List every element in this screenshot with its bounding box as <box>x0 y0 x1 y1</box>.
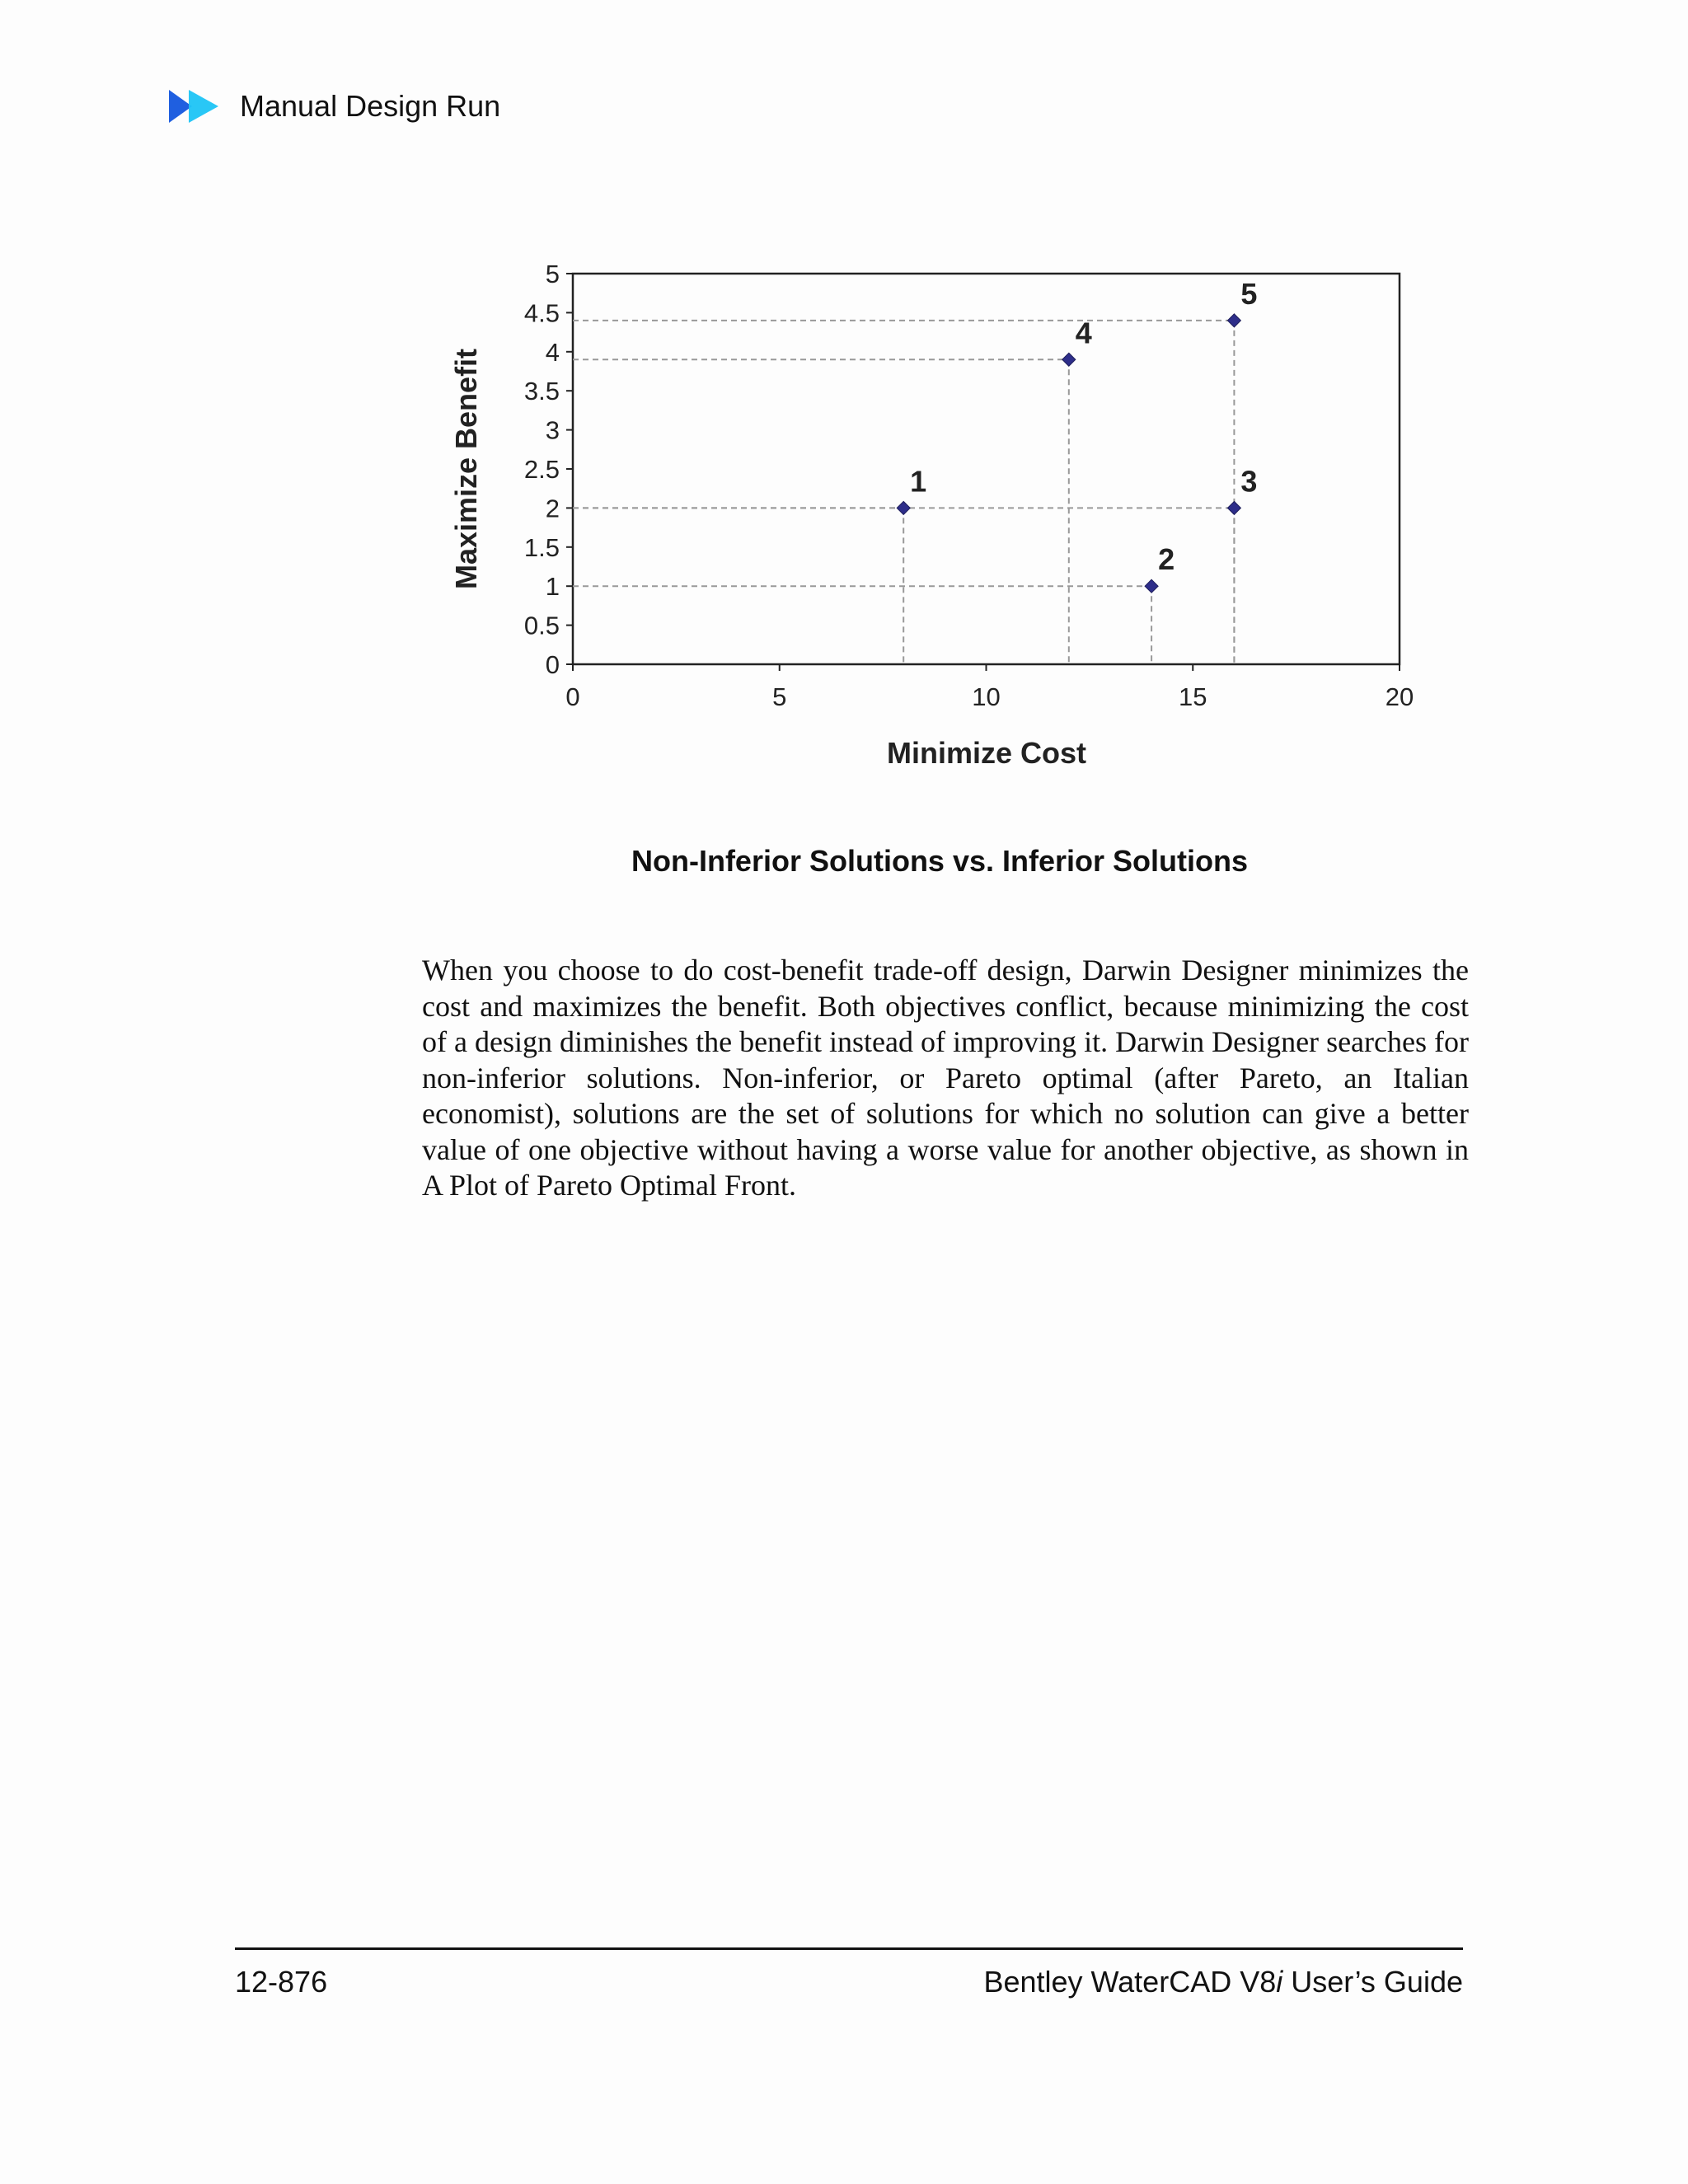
point-label: 3 <box>1240 464 1258 499</box>
y-tick-label: 3 <box>545 415 560 445</box>
y-tick-label: 2.5 <box>523 455 560 484</box>
point-label: 4 <box>1075 316 1092 350</box>
footer-rule <box>235 1947 1463 1950</box>
plot-area <box>573 274 1400 664</box>
data-point <box>1227 501 1240 514</box>
point-label: 1 <box>910 464 927 499</box>
body-paragraph: When you choose to do cost-benefit trade-off design, Darwin Designer minimizes the cost and maximizes the benefit. Both objectives conflict, because minimizing the cost of a design diminishes the benefit instead of improving it. Darwin Designer searches for non-inferior solutions. Non-inferior, or Pareto optimal (after Pareto, an Italian economist), solutions are the set of solutions for which no solution can give a better value of one objective without having a worse value for another objective, as shown in A Plot of Pareto Optimal Front. <box>422 954 1469 1202</box>
y-axis-label: Maximize Benefit <box>449 348 483 590</box>
y-tick-label: 1.5 <box>523 532 560 562</box>
scatter-chart <box>445 247 1508 808</box>
x-tick-label: 20 <box>1385 682 1414 711</box>
point-label: 2 <box>1158 542 1175 577</box>
y-tick-label: 4 <box>545 337 560 367</box>
guide-title-prefix: Bentley WaterCAD V8 <box>983 1965 1277 1999</box>
data-point <box>1227 314 1240 327</box>
point-label: 5 <box>1240 276 1258 311</box>
data-point <box>1062 353 1076 366</box>
x-tick-label: 10 <box>972 682 1001 711</box>
y-tick-label: 4.5 <box>523 298 560 328</box>
guide-title <box>983 1965 1463 1999</box>
y-tick-label: 5 <box>545 260 560 288</box>
y-tick-label: 1 <box>545 572 560 602</box>
x-tick-label: 15 <box>1179 682 1207 711</box>
double-arrow-icon <box>169 88 222 124</box>
page-number: 12-876 <box>235 1965 328 1999</box>
chart-svg <box>445 247 1508 808</box>
y-tick-label: 2 <box>545 494 560 523</box>
data-point <box>897 501 910 514</box>
figure-caption: Non-Inferior Solutions vs. Inferior Solutions <box>631 844 1249 878</box>
x-axis-label: Minimize Cost <box>886 736 1087 770</box>
y-tick-label: 3.5 <box>523 377 560 406</box>
guide-title-suffix: User’s Guide <box>1282 1965 1463 1999</box>
y-tick-label: 0.5 <box>523 611 560 640</box>
guide-title-italic: i <box>1276 1965 1283 1999</box>
header-title: Manual Design Run <box>240 89 501 123</box>
page-header <box>169 86 500 127</box>
y-tick-label: 0 <box>545 650 560 679</box>
x-tick-label: 0 <box>565 682 580 711</box>
data-point <box>1145 579 1158 593</box>
x-tick-label: 5 <box>772 682 787 711</box>
